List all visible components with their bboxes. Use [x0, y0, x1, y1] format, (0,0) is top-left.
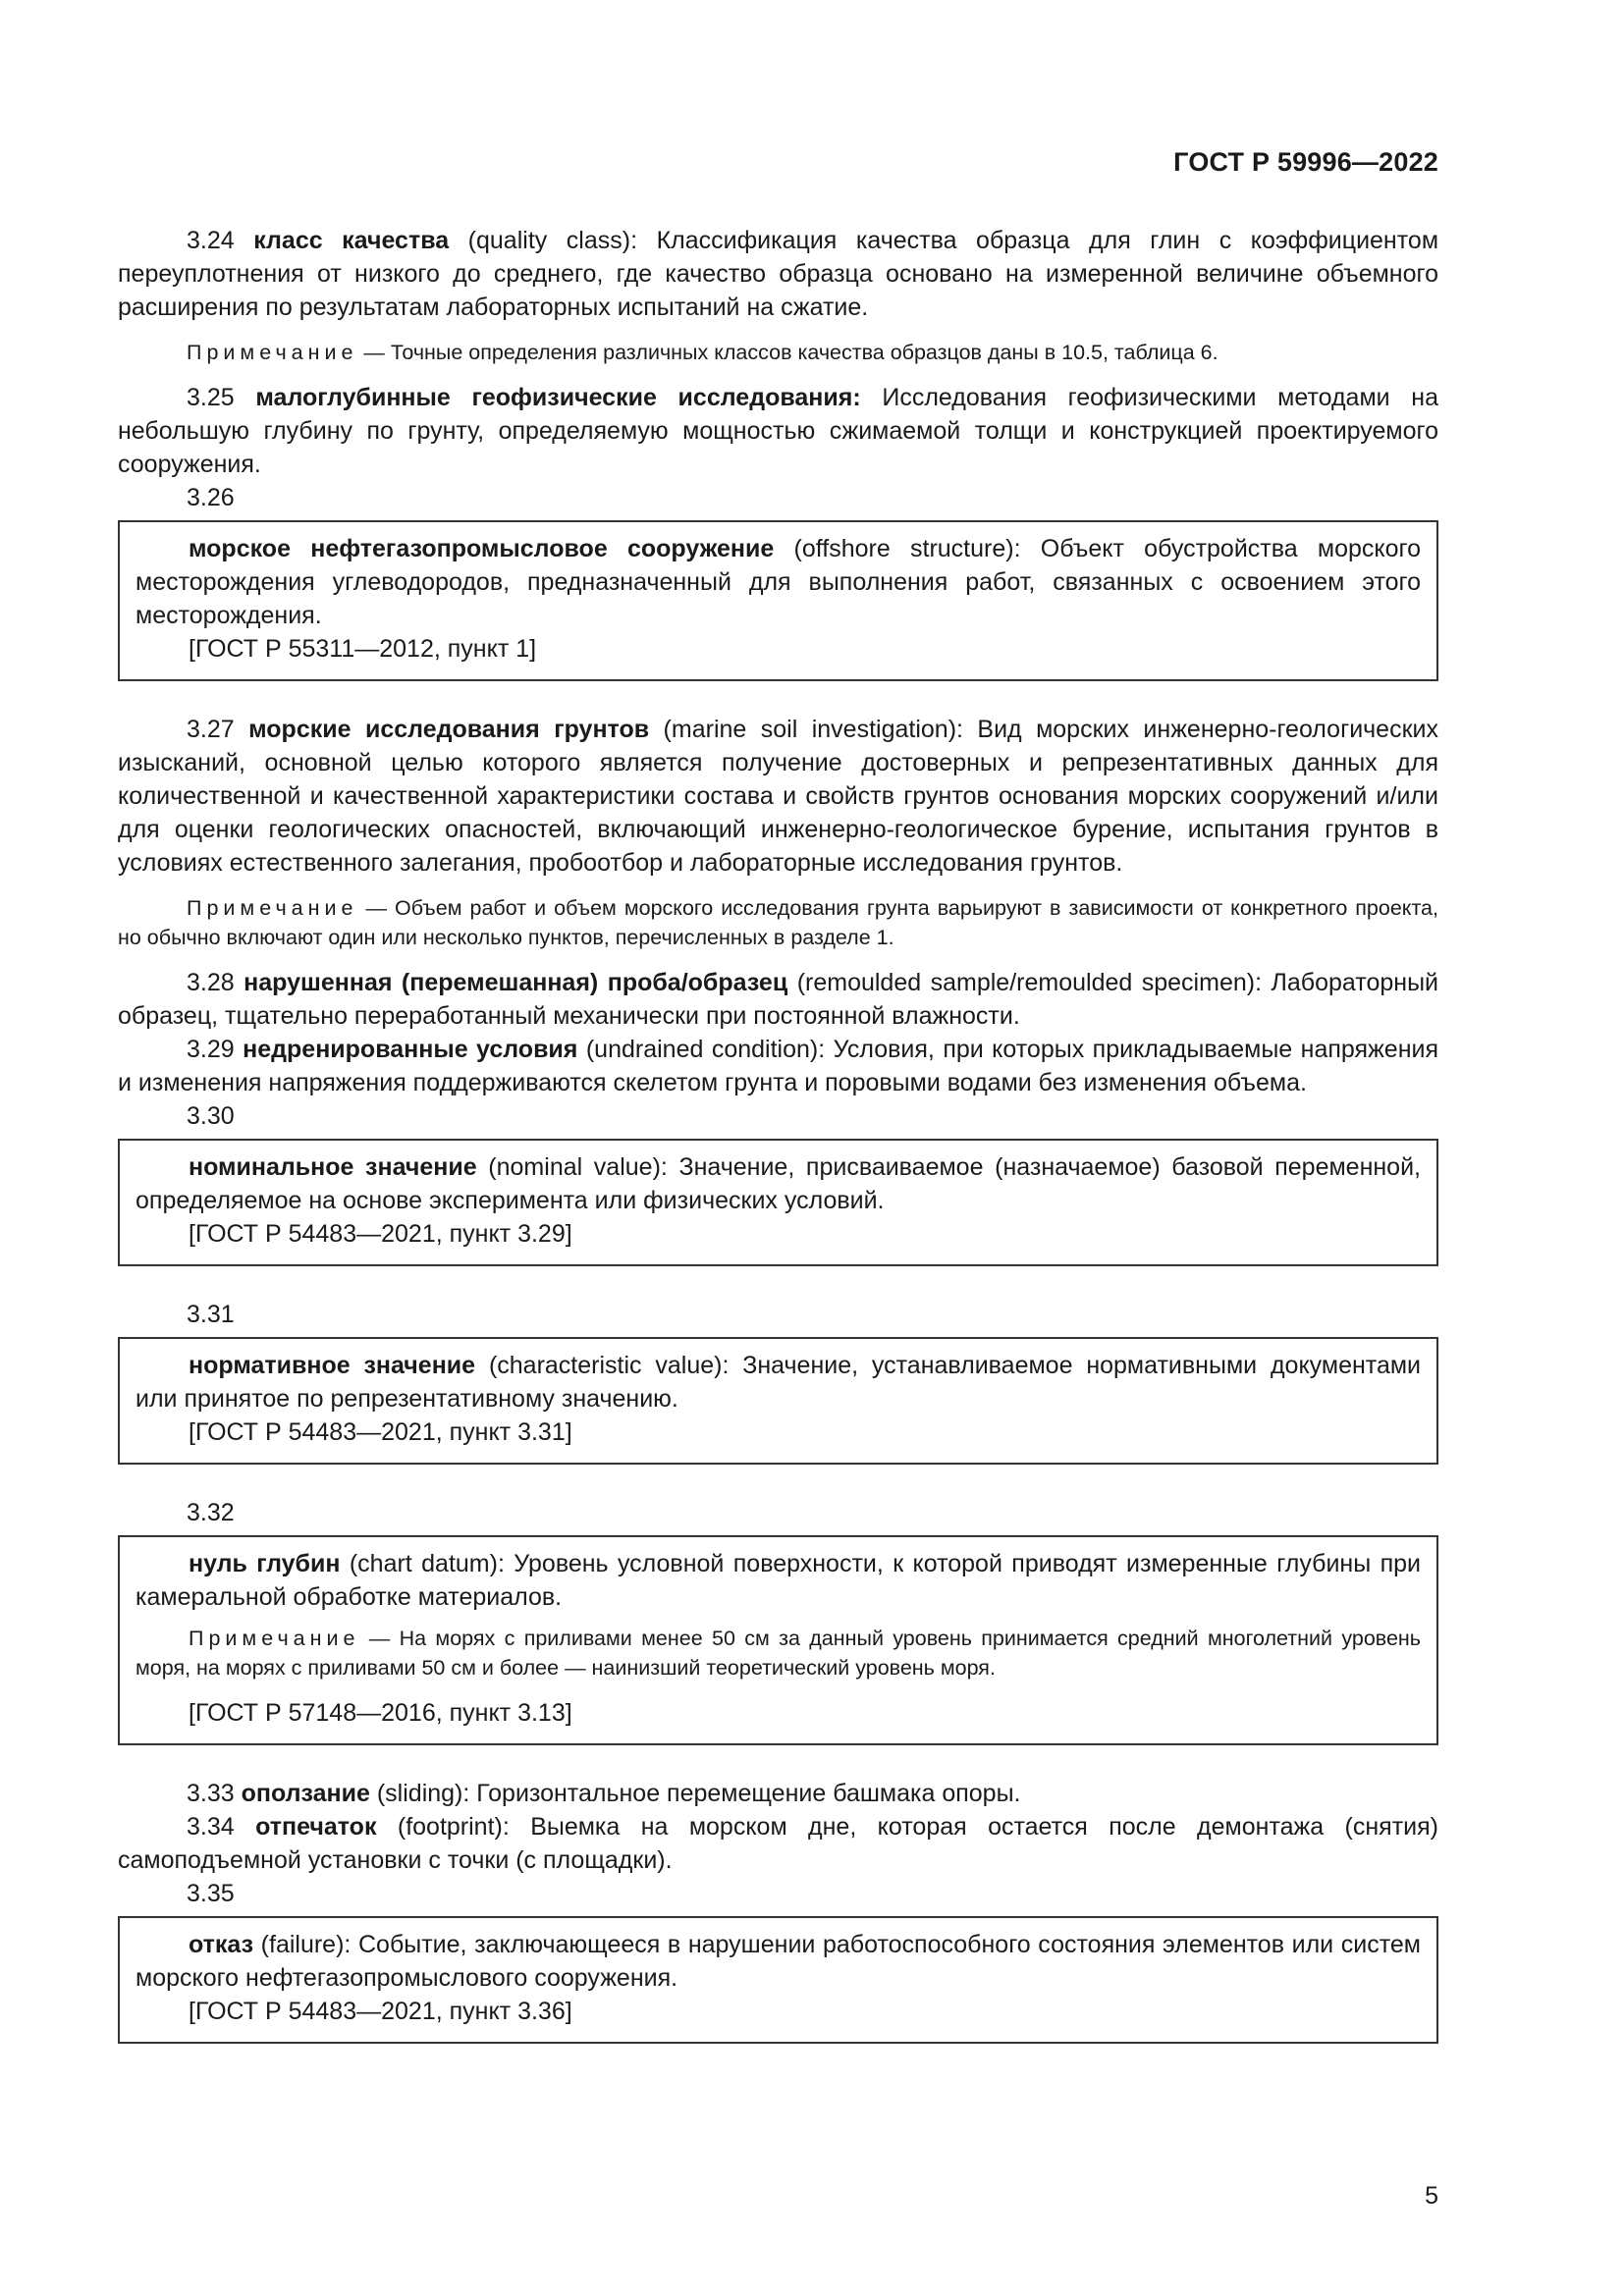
term-3-27: 3.27 морские исследования грунтов (marine soil investigation): Вид морских инженерно-геологических изысканий, основной целью которого является получение достоверных и репрезентативных данных для количественной и качественной характеристики состава и свойств грунтов основания морских сооружений и/или для оценки геологических опасностей, включающий инженерно-геологическое бурение, испытания грунтов в условиях естественного залегания, пробоотбор и лабораторные исследования грунтов. — [118, 716, 1438, 877]
term-title: недренированные условия — [243, 1036, 578, 1063]
term-3-35: отказ (failure): Событие, заключающееся в нарушении работоспособного состояния элементов или систем морского нефтегазопромыслового сооружения. — [135, 1931, 1421, 1992]
term-box-3-35 — [118, 1916, 1438, 2044]
term-title: номинальное значение — [189, 1153, 477, 1181]
term-box-3-26 — [118, 520, 1438, 681]
term-3-34: 3.34 отпечаток (footprint): Выемка на морском дне, которая остается после демонтажа (снятия) самоподъемной установки с точки (с площадки). — [118, 1813, 1438, 1874]
term-title: отпечаток — [255, 1813, 377, 1841]
term-title: нуль глубин — [189, 1550, 341, 1577]
term-3-24: 3.24 класс качества (quality class): Классификация качества образца для глин с коэффициентом переуплотнения от низкого до среднего, где качество образца основано на измеренной величине объемного расширения по результатам лабораторных испытаний на сжатие. — [118, 227, 1439, 321]
term-3-31: нормативное значение (characteristic value): Значение, устанавливаемое нормативными документами или принятое по репрезентативному значению. — [135, 1352, 1421, 1413]
term-box-3-31 — [118, 1337, 1438, 1465]
term-reference: [ГОСТ Р 55311—2012, пункт 1] — [189, 635, 537, 663]
term-3-25: 3.25 малоглубинные геофизические исследования: Исследования геофизическими методами на небольшую глубину по грунту, определяемую мощностью сжимаемой толщи и конструкцией проектируемого сооружения. — [118, 384, 1439, 478]
term-title: оползание — [241, 1780, 370, 1807]
document-body — [118, 224, 1438, 2044]
term-number-3-31: 3.31 — [187, 1301, 235, 1328]
term-box-3-30 — [118, 1139, 1438, 1266]
note-3-24: Примечание — Точные определения различных классов качества образцов даны в 10.5, таблица 6. — [187, 341, 1218, 364]
term-title: нарушенная (перемешанная) проба/образец — [244, 969, 788, 996]
term-3-28: 3.28 нарушенная (перемешанная) проба/образец (remoulded sample/remoulded specimen): Лабораторный образец, тщательно переработанный механически при постоянной влажности. — [118, 969, 1438, 1030]
page-number: 5 — [1425, 2182, 1438, 2210]
term-number-3-30: 3.30 — [187, 1102, 235, 1130]
note-3-32: Примечание — На морях с приливами менее 50 см за данный уровень принимается средний многолетний уровень моря, на морях с приливами 50 см и более — наинизший теоретический уровень моря. — [135, 1627, 1421, 1680]
term-3-29: 3.29 недренированные условия (undrained condition): Условия, при которых прикладываемые напряжения и изменения напряжения поддерживаются скелетом грунта и поровыми водами без изменения объема. — [118, 1036, 1439, 1096]
term-reference: [ГОСТ Р 54483—2021, пункт 3.36] — [189, 1998, 572, 2025]
term-title: отказ — [189, 1931, 254, 1958]
term-number-3-26: 3.26 — [187, 484, 235, 511]
term-title: морские исследования грунтов — [248, 716, 650, 743]
term-reference: [ГОСТ Р 54483—2021, пункт 3.29] — [189, 1220, 572, 1248]
term-title: класс качества — [253, 227, 450, 254]
term-reference: [ГОСТ Р 54483—2021, пункт 3.31] — [189, 1418, 572, 1446]
term-number-3-32: 3.32 — [187, 1499, 235, 1526]
term-box-3-32 — [118, 1535, 1438, 1745]
term-title: морское нефтегазопромысловое сооружение — [189, 535, 775, 562]
term-reference: [ГОСТ Р 57148—2016, пункт 3.13] — [189, 1699, 572, 1727]
term-3-30: номинальное значение (nominal value): Значение, присваиваемое (назначаемое) базовой переменной, определяемое на основе эксперимента или физических условий. — [135, 1153, 1421, 1214]
term-title: малоглубинные геофизические исследования: — [255, 384, 861, 411]
term-3-32: нуль глубин (chart datum): Уровень условной поверхности, к которой приводят измеренные глубины при камеральной обработке материалов. — [135, 1550, 1421, 1611]
term-3-26: морское нефтегазопромысловое сооружение (offshore structure): Объект обустройства морского месторождения углеводородов, предназначенный для выполнения работ, связанных с освоением этого месторождения. — [135, 535, 1422, 629]
note-3-27: Примечание — Объем работ и объем морского исследования грунта варьируют в зависимости от конкретного проекта, но обычно включают один или несколько пунктов, перечисленных в разделе 1. — [118, 896, 1438, 949]
term-number-3-35: 3.35 — [187, 1880, 235, 1907]
term-title: нормативное значение — [189, 1352, 476, 1379]
term-3-33: 3.33 оползание (sliding): Горизонтальное перемещение башмака опоры. — [187, 1780, 1021, 1807]
document-header: ГОСТ Р 59996—2022 — [1173, 147, 1438, 177]
